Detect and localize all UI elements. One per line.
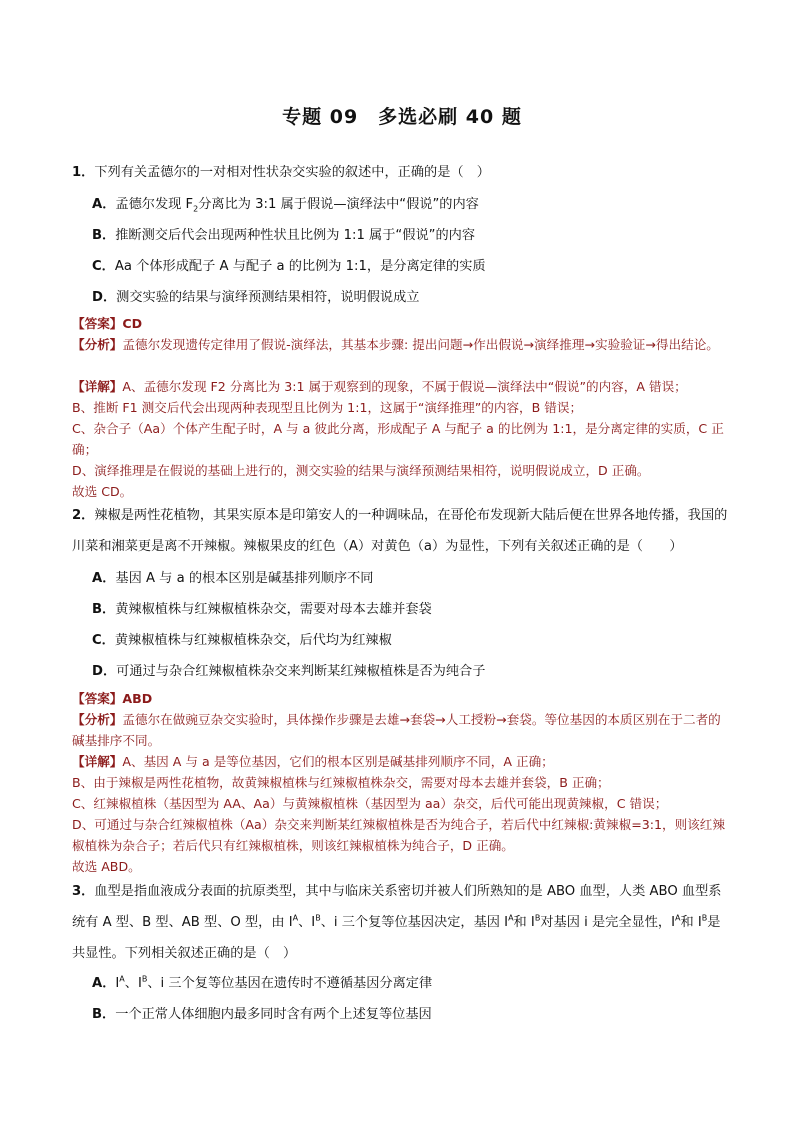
question-1-option-a: A．孟德尔发现 $F_2$分离比为 3:1 属于假说—演绎法中“假说”的内容 [92, 197, 479, 214]
question-1-answer: 【答案】CD [72, 316, 143, 331]
question-1-stem: 1．下列有关孟德尔的一对相对性状杂交实验的叙述中，正确的是（ ） [72, 165, 490, 180]
question-1-detail: 【详解】A、孟德尔发现 F2 分离比为 3:1 属于观察到的现象，不属于假说—演绎法中“假说”的内容，A 错误； B、推断 F1 测交后代会出现两种表现型且比例为 1:1，这属于“演绎推理”的内容，B 错误； C、杂合子（Aa）个体产生配子时，A 与 a 彼此分离，形成配子 A 与配子 a 的比例为 1:1，是分离定律的实质，C 正确； D、演绎推理是在假说的基础上进行的，测交实验的结果与演绎预测结果相符，说明假说成立，D 正确。 故选 CD。 [72, 379, 724, 499]
question-1-analysis: 【分析】孟德尔发现遗传定律用了假说-演绎法，其基本步骤: 提出问题→作出假说→演绎推理→实验验证→得出结论。 [72, 337, 719, 352]
question-3-option-a: A．$I^A$、$I^B$、i 三个复等位基因在遗传时不遵循基因分离定律 [92, 974, 433, 991]
question-2-option-a: A．基因 A 与 a 的根本区别是碱基排列顺序不同 [92, 571, 374, 586]
page-title: 专题 09 多选必刷 40 题 [282, 106, 522, 128]
question-2-analysis: 【分析】孟德尔在做豌豆杂交实验时，具体操作步骤是去雄→套袋→人工授粉→套袋。等位基因的本质区别在于二者的碱基排序不同。 [72, 712, 721, 748]
question-2-option-c: C．黄辣椒植株与红辣椒植株杂交，后代均为红辣椒 [92, 633, 392, 648]
question-number: 3． [72, 884, 95, 899]
question-2-stem: 2．辣椒是两性花植物，其果实原本是印第安人的一种调味品，在哥伦布发现新大陆后便在世界各地传播，我国的川菜和湘菜更是离不开辣椒。辣椒果皮的红色（A）对黄色（a）为显性，下列有关叙述正确的是（ ） [72, 508, 728, 554]
question-1-option-b: B．推断测交后代会出现两种性状且比例为 1:1 属于“假说”的内容 [92, 228, 476, 243]
question-3-option-b: B．一个正常人体细胞内最多同时含有两个上述复等位基因 [92, 1007, 432, 1022]
question-3-stem: 3．血型是指血液成分表面的抗原类型，其中与临床关系密切并被人们所熟知的是 ABO 血型，人类 ABO 血型系统有 A 型、B 型、AB 型、O 型，由 $I^A$、$I^B$、i 三个复等位基因决定，基因 $I^A$和 $I^B$对基因 i 是完全显性，$I^A$和 $I^B$是共显性。下列相关叙述正确的是（ ） [72, 884, 722, 961]
question-1-option-c: C．Aa 个体形成配子 A 与配子 a 的比例为 1:1，是分离定律的实质 [92, 259, 486, 274]
question-number: 2． [72, 508, 95, 523]
question-number: 1． [72, 165, 95, 180]
question-1-option-d: D．测交实验的结果与演绎预测结果相符，说明假说成立 [92, 290, 420, 305]
question-2-option-d: D．可通过与杂合红辣椒植株杂交来判断某红辣椒植株是否为纯合子 [92, 664, 486, 679]
question-2-detail: 【详解】A、基因 A 与 a 是等位基因，它们的根本区别是碱基排列顺序不同，A 正确； B、由于辣椒是两性花植物，故黄辣椒植株与红辣椒植株杂交，需要对母本去雄并套袋，B 正确； C、红辣椒植株（基因型为 AA、Aa）与黄辣椒植株（基因型为 aa）杂交，后代可能出现黄辣椒，C 错误； D、可通过与杂合红辣椒植株（Aa）杂交来判断某红辣椒植株是否为纯合子，若后代中红辣椒:黄辣椒=3:1，则该红辣椒植株为杂合子；若后代只有红辣椒植株，则该红辣椒植株为纯合子，D 正确。 故选 ABD。 [72, 754, 725, 874]
question-2-option-b: B．黄辣椒植株与红辣椒植株杂交，需要对母本去雄并套袋 [92, 602, 432, 617]
question-2-answer: 【答案】ABD [72, 691, 153, 706]
